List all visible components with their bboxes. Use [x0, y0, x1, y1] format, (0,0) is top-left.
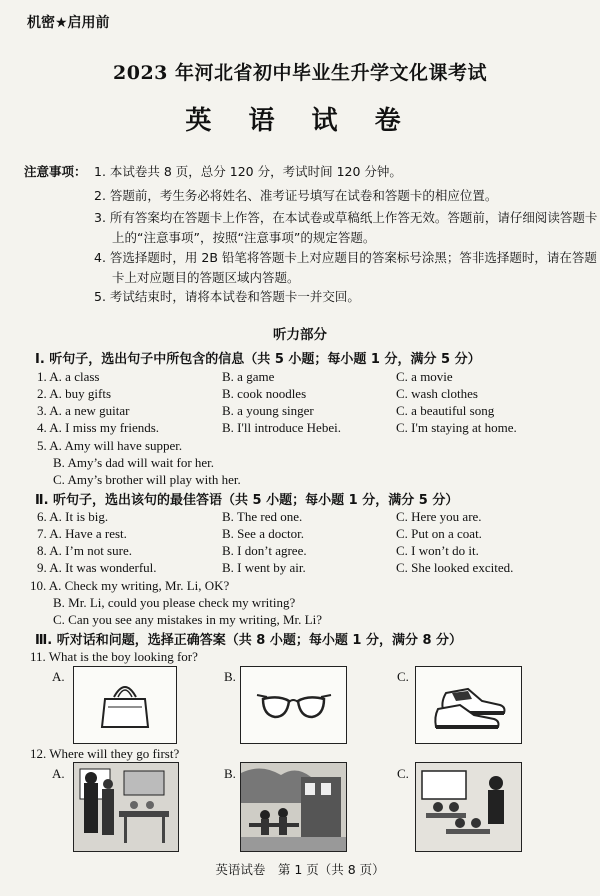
option: C. Amy’s brother will play with her.	[53, 472, 241, 487]
notice-item-2: 2. 答题前，考生务必将姓名、准考证号填写在试卷和答题卡的相应位置。	[94, 188, 498, 203]
handbag-picture	[73, 666, 177, 744]
option: C. Here you are.	[396, 509, 482, 524]
classroom-scene-icon	[416, 763, 521, 851]
park-picture	[240, 762, 347, 852]
option-label: C.	[397, 669, 409, 684]
option: C. a movie	[396, 369, 453, 384]
option-label: A.	[52, 669, 65, 684]
option: C. a beautiful song	[396, 403, 495, 418]
glasses-icon	[241, 667, 346, 743]
confidential-mark: 机密★启用前	[27, 15, 110, 31]
option: B. See a doctor.	[222, 526, 304, 541]
part3-heading: Ⅲ. 听对话和问题，选择正确答案（共 8 小题；每小题 1 分，满分 8 分）	[35, 633, 463, 648]
option: C. wash clothes	[396, 386, 478, 401]
option: B. The red one.	[222, 509, 303, 524]
notice-label: 注意事项：	[24, 164, 87, 179]
notice-item-4: 4. 答选择题时，用 2B 铅笔将答题卡上对应题目的答案标号涂黑；答非选择题时，请在答题卡上对应题目的答题区域内答题。	[94, 250, 597, 285]
listening-section-title: 听力部分	[273, 327, 327, 343]
option: 8. A. I’m not sure.	[37, 543, 132, 558]
option-label: C.	[397, 766, 409, 781]
option: C. She looked excited.	[396, 560, 514, 575]
classroom-picture	[415, 762, 522, 852]
question-12: 12. Where will they go first?	[30, 746, 180, 761]
part1-heading: Ⅰ. 听句子，选出句子中所包含的信息（共 5 小题；每小题 1 分，满分 5 分）	[35, 352, 481, 367]
restaurant-scene-icon	[74, 763, 178, 851]
park-scene-icon	[241, 763, 346, 851]
question-11: 11. What is the boy looking for?	[30, 649, 198, 664]
option: C. I'm staying at home.	[396, 420, 517, 435]
option: B. cook noodles	[222, 386, 307, 401]
glasses-picture	[240, 666, 347, 744]
option: 10. A. Check my writing, Mr. Li, OK?	[30, 578, 230, 593]
option: C. Can you see any mistakes in my writing, Mr. Li?	[53, 612, 322, 627]
shoes-icon	[416, 667, 521, 743]
handbag-icon	[74, 667, 176, 743]
option: 2. A. buy gifts	[37, 386, 112, 401]
notice-item-3: 3. 所有答案均在答题卡上作答，在本试卷或草稿纸上作答无效。答题前，请仔细阅读答题卡上的“注意事项”，按照“注意事项”的规定答题。	[94, 210, 598, 245]
option: 1. A. a class	[37, 369, 100, 384]
shoes-picture	[415, 666, 522, 744]
option: B. a game	[222, 369, 275, 384]
option: B. Amy’s dad will wait for her.	[53, 455, 215, 470]
paper-subtitle: 英 语 试 卷	[185, 106, 415, 136]
restaurant-picture	[73, 762, 179, 852]
option: B. a young singer	[222, 403, 314, 418]
option: B. I don’t agree.	[222, 543, 307, 558]
option: B. Mr. Li, could you please check my writing?	[53, 595, 296, 610]
option: 6. A. It is big.	[37, 509, 109, 524]
option: 4. A. I miss my friends.	[37, 420, 160, 435]
option: 5. A. Amy will have supper.	[37, 438, 183, 453]
notice-item-5: 5. 考试结束时，请将本试卷和答题卡一并交回。	[94, 289, 360, 304]
option: 3. A. a new guitar	[37, 403, 130, 418]
notice-item-1: 1. 本试卷共 8 页，总分 120 分，考试时间 120 分钟。	[94, 164, 402, 179]
option-label: A.	[52, 766, 65, 781]
part2-heading: Ⅱ. 听句子，选出该句的最佳答语（共 5 小题；每小题 1 分，满分 5 分）	[35, 493, 459, 508]
option: 9. A. It was wonderful.	[37, 560, 157, 575]
option: B. I'll introduce Hebei.	[222, 420, 341, 435]
option: 7. A. Have a rest.	[37, 526, 127, 541]
option: B. I went by air.	[222, 560, 306, 575]
option: C. I won’t do it.	[396, 543, 479, 558]
option-label: B.	[224, 766, 236, 781]
option-label: B.	[224, 669, 236, 684]
exam-title: 2023 年河北省初中毕业生升学文化课考试	[113, 62, 487, 84]
option: C. Put on a coat.	[396, 526, 482, 541]
page-footer: 英语试卷 第 1 页（共 8 页）	[215, 862, 385, 877]
